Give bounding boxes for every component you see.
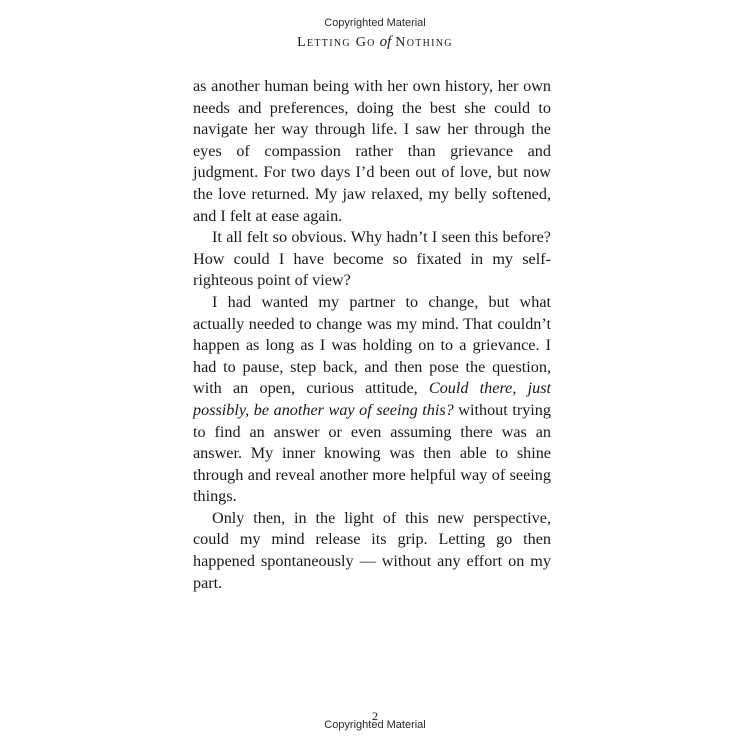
body-text xyxy=(193,76,551,594)
paragraph-3-text-before: I had wanted my partner to change, but what actually needed to change was my mind. That couldn’t happen as long as I was holding on to a grievance. I had to pause, step back, and then pose the question, with an open, curious attitude, xyxy=(193,292,551,398)
paragraph-3 xyxy=(193,292,551,508)
running-head-connector: of xyxy=(379,34,392,50)
paragraph-4: Only then, in the light of this new perspective, could my mind release its grip. Letting go then happened spontaneously — without any effort on my part. xyxy=(193,508,551,592)
page-number: 2 xyxy=(372,709,378,723)
running-head-part2: Nothing xyxy=(395,35,453,50)
paragraph-3-italic-question: Could there, just possibly, be another way of seeing this? xyxy=(193,379,551,419)
paragraph-2: It all felt so obvious. Why hadn’t I seen this before? How could I have become so fixated in my self-righteous point of view? xyxy=(193,228,551,290)
paragraph-3-text-after: without trying to find an answer or even assuming there was an answer. My inner knowing was then able to shine through and reveal another more helpful way of seeing things. xyxy=(193,400,551,506)
running-head xyxy=(0,34,750,51)
copyright-watermark-top: Copyrighted Material xyxy=(324,17,426,29)
running-head-part1: Letting Go xyxy=(297,35,376,50)
paragraph-1: as another human being with her own history, her own needs and preferences, doing the best she could to navigate her way through life. I saw her through the eyes of compassion rather than grievance and judgment. For two days I’d been out of love, but now the love returned. My jaw relaxed, my belly softened, and I felt at ease again. xyxy=(193,77,551,225)
copyright-watermark-bottom: Copyrighted Material xyxy=(324,719,426,731)
